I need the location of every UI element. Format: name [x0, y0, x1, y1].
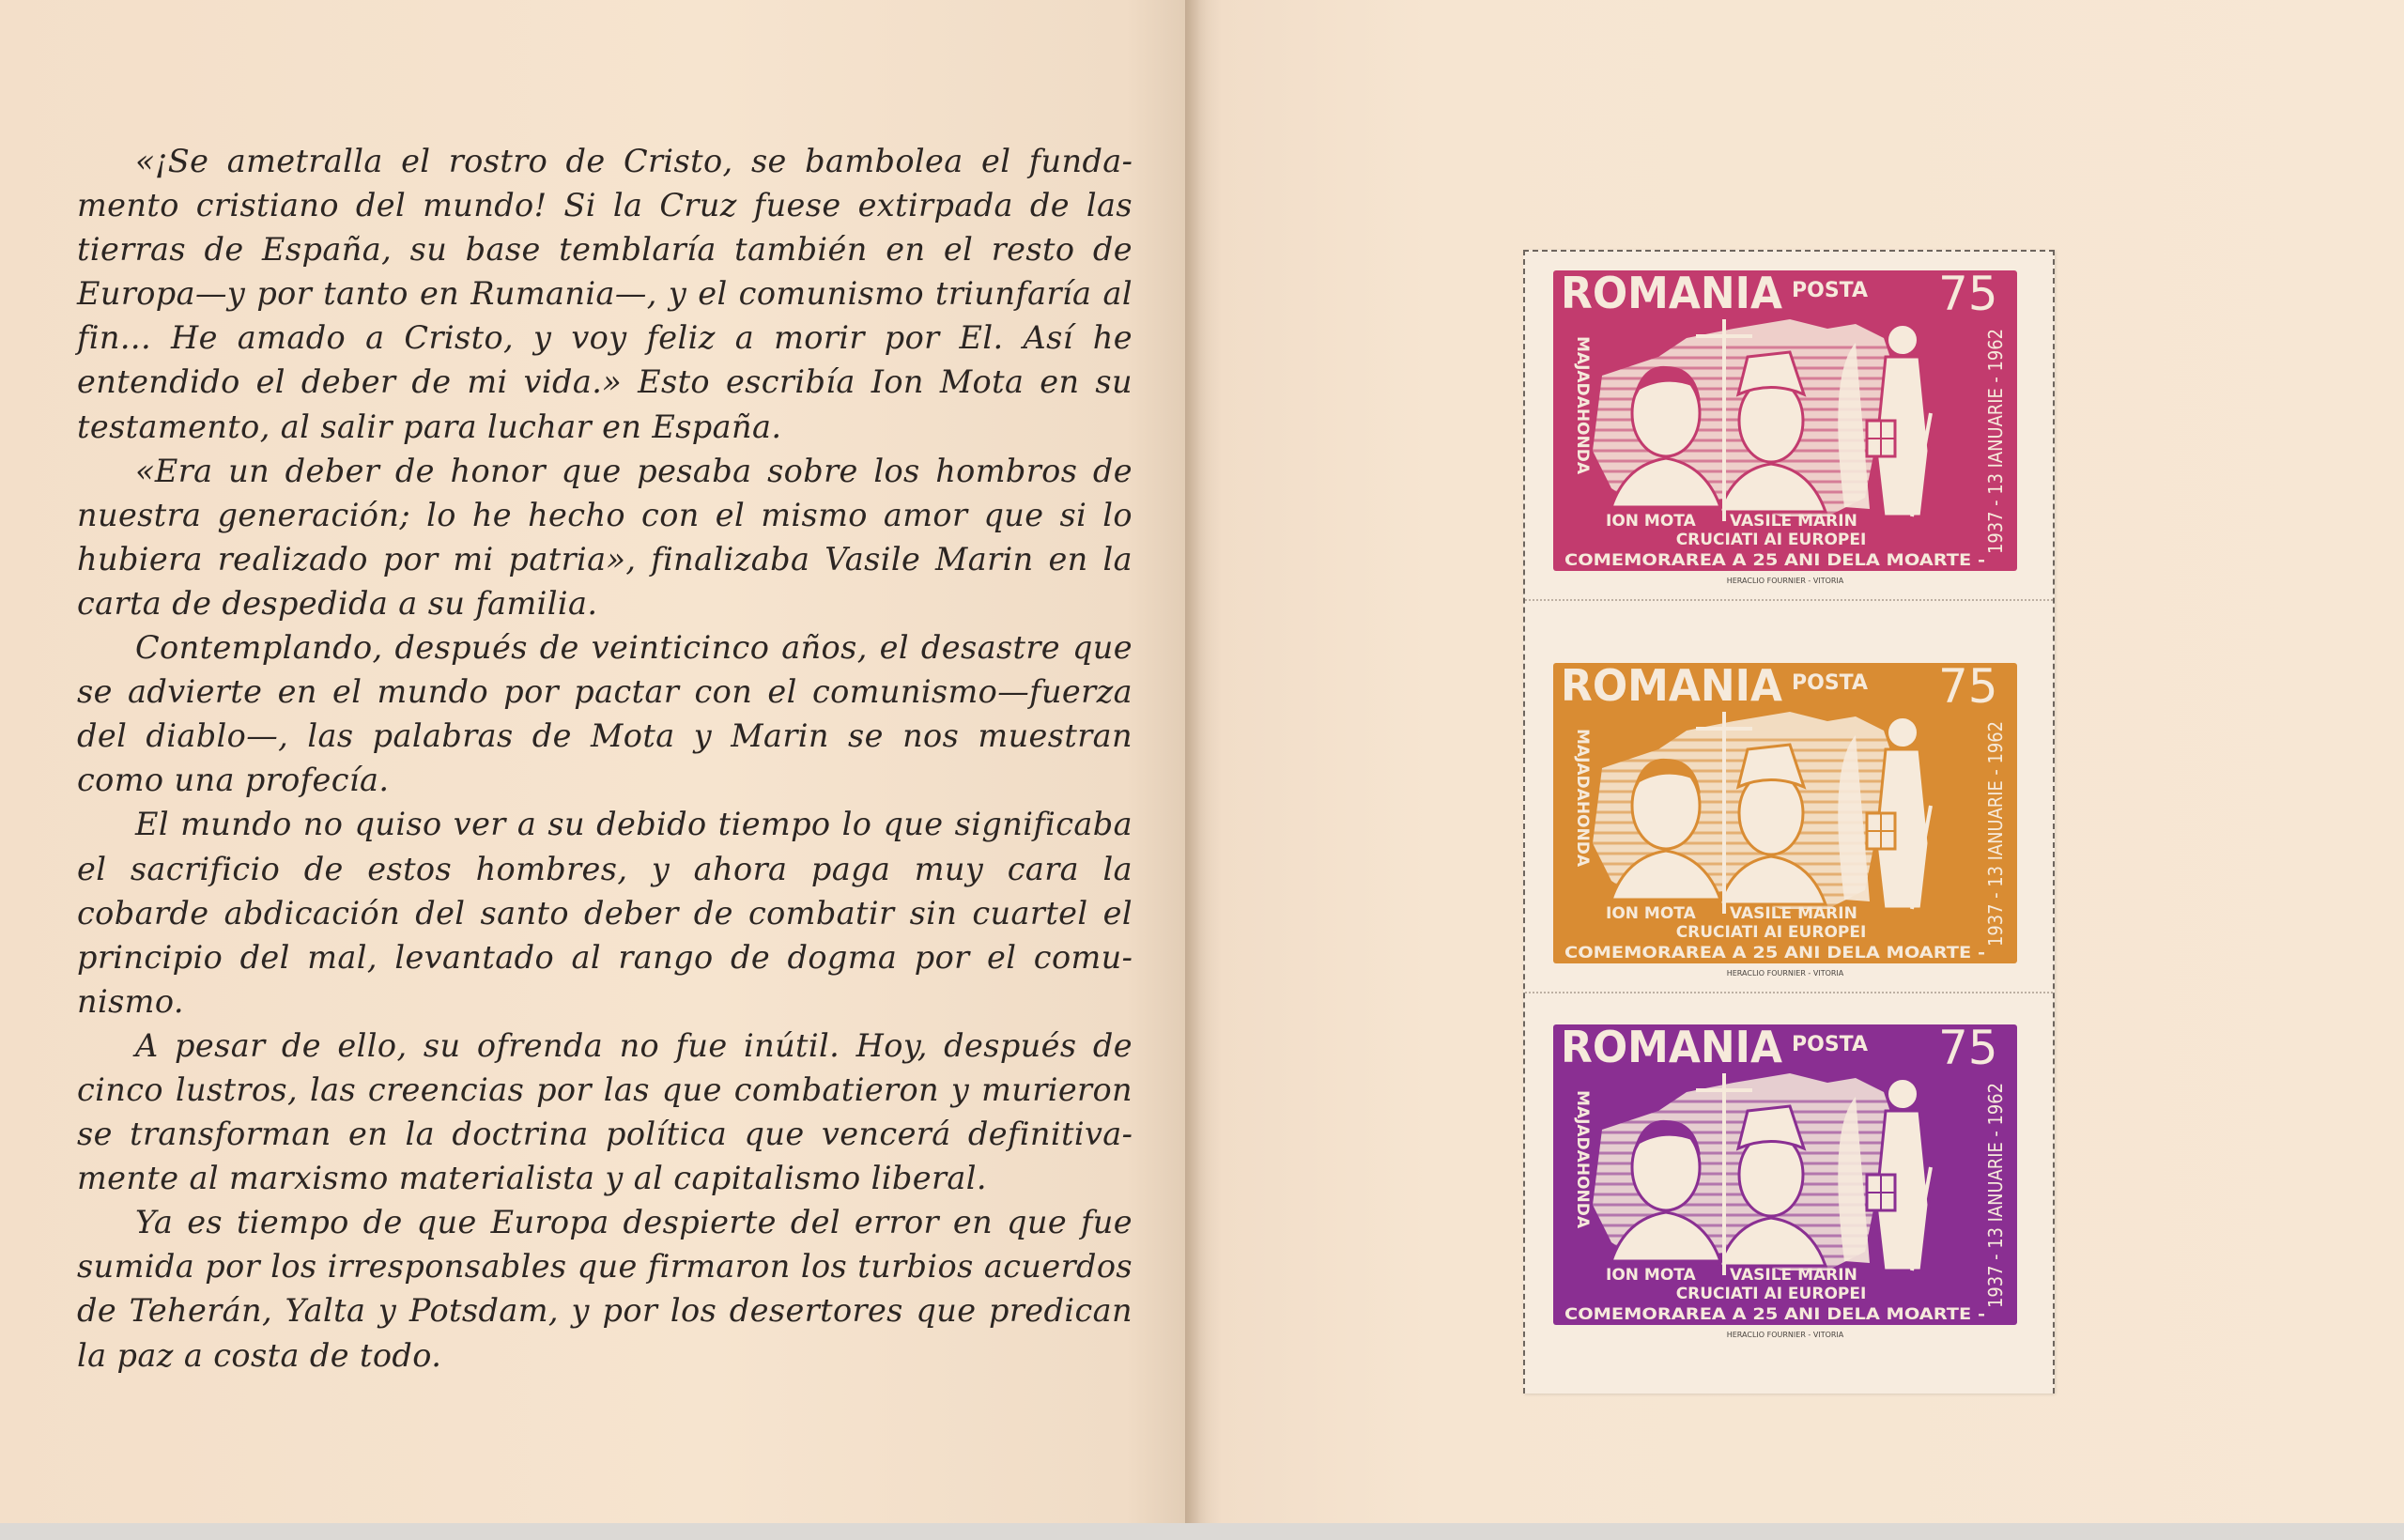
posta-label: POSTA — [1792, 279, 1868, 302]
name-left-label: ION MOTA — [1606, 1266, 1696, 1285]
printer-label: HERACLIO FOURNIER - VITORIA — [1726, 1331, 1844, 1339]
line1-label: CRUCIATI AI EUROPEI — [1675, 531, 1867, 549]
fold-line — [1185, 0, 1208, 1523]
stamp-magenta-art — [1546, 263, 2025, 587]
stamp-sheet — [1523, 250, 2055, 1394]
printer-label: HERACLIO FOURNIER - VITORIA — [1726, 577, 1844, 585]
posta-label: POSTA — [1792, 1033, 1868, 1056]
value-label: 75 — [1938, 1021, 1998, 1075]
printer-label: HERACLIO FOURNIER - VITORIA — [1726, 969, 1844, 978]
paragraph-3: Contemplando, después de veinticinco años, el desastre que se advierte en el mundo por pactar con el comunismo—fuerza del diablo—, las palabras de Mota y Marin se nos muestran como una profecía. — [77, 629, 1133, 799]
side-left-label: MAJADAHONDA — [1573, 1090, 1592, 1228]
name-left-label: ION MOTA — [1606, 904, 1696, 923]
name-right-label: VASILE MARIN — [1730, 512, 1857, 531]
name-left-label: ION MOTA — [1606, 512, 1696, 531]
line2-label: COMEMORAREA A 25 ANI DELA MOARTE - — [1564, 944, 1985, 962]
value-label: 75 — [1938, 659, 1998, 714]
paragraph-1: «¡Se ametralla el rostro de Cristo, se bambolea el fundamento cristiano del mundo! Si la Cruz fuese extirpada de las tierras de España, su base temblaría también en el resto de Europa—y por tanto en Rumania—, y el comunismo triunfaría al fin... He amado a Cristo, y voy feliz a morir por El. Así he entendido el deber de mi vida.» Esto escribía Ion Mota en su testamento, al salir para luchar en España. — [77, 143, 1133, 445]
bottom-strip — [0, 1523, 2404, 1540]
side-right-label: 1937 - 13 IANUARIE - 1962 — [1984, 301, 2007, 554]
paragraph-4: El mundo no quiso ver a su debido tiempo lo que significaba el sacrificio de estos hombres, y ahora paga muy cara la cobarde abdicación del santo deber de combatir sin cuartel el principio del mal, levantado al rango de dogma por el comunismo. — [77, 806, 1133, 1020]
perforation-line — [1525, 599, 2053, 605]
side-left-label: MAJADAHONDA — [1573, 336, 1592, 474]
line1-label: CRUCIATI AI EUROPEI — [1675, 1285, 1867, 1303]
right-page — [1185, 0, 2404, 1523]
paragraph-2: «Era un deber de honor que pesaba sobre los hombros de nuestra generación; lo he hecho con el mismo amor que si lo hubiera realizado por mi patria», finalizaba Vasile Marin en la carta de despedida a su familia. — [77, 452, 1133, 622]
line1-label: CRUCIATI AI EUROPEI — [1675, 923, 1867, 942]
country-label: ROMANIA — [1561, 1022, 1783, 1072]
text-block — [77, 139, 1133, 1378]
stamp-orange-art — [1546, 655, 2025, 979]
paragraph-6: Ya es tiempo de que Europa despierte del error en que fue sumida por los irresponsables que firmaron los turbios acuerdos de Teherán, Yalta y Potsdam, y por los desertores que predican la paz a costa de todo. — [77, 1204, 1133, 1374]
side-right-label: 1937 - 13 IANUARIE - 1962 — [1984, 694, 2007, 947]
perforation-line — [1525, 992, 2053, 997]
stamp-orange — [1546, 655, 2025, 979]
paragraph-5: A pesar de ello, su ofrenda no fue inútil. Hoy, después de cinco lustros, las creencias por las que combatieron y murieron se transforman en la doctrina política que vencerá definitivamente al marxismo materialista y al capitalismo liberal. — [77, 1026, 1133, 1197]
line2-label: COMEMORAREA A 25 ANI DELA MOARTE - — [1564, 551, 1985, 570]
side-right-label: 1937 - 13 IANUARIE - 1962 — [1984, 1055, 2007, 1308]
value-label: 75 — [1938, 267, 1998, 321]
name-right-label: VASILE MARIN — [1730, 1266, 1857, 1285]
stamp-purple-art — [1546, 1017, 2025, 1341]
stamp-purple — [1546, 1017, 2025, 1341]
country-label: ROMANIA — [1561, 660, 1783, 711]
posta-label: POSTA — [1792, 671, 1868, 695]
side-left-label: MAJADAHONDA — [1573, 729, 1592, 867]
name-right-label: VASILE MARIN — [1730, 904, 1857, 923]
stamp-magenta — [1546, 263, 2025, 587]
country-label: ROMANIA — [1561, 268, 1783, 318]
left-page — [0, 0, 1185, 1523]
line2-label: COMEMORAREA A 25 ANI DELA MOARTE - — [1564, 1305, 1985, 1324]
